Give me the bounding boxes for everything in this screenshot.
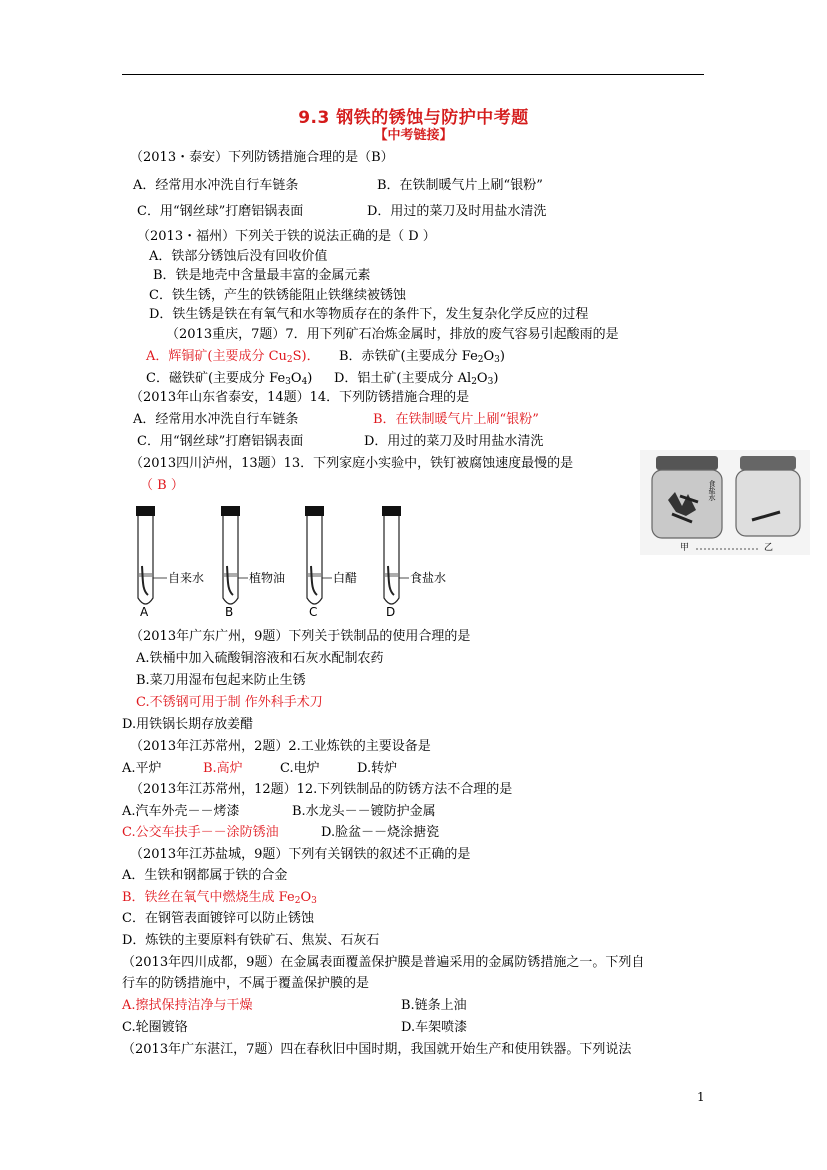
q7-option-d: D.转炉: [357, 761, 398, 776]
jar-left-label: 食盐水: [708, 480, 716, 501]
q6-option-b: B.菜刀用湿布包起来防止生锈: [136, 673, 306, 688]
q9-option-c: C．在钢管表面镀锌可以防止锈蚀: [122, 911, 314, 926]
q9-stem: （2013年江苏盐城，9题）下列有关钢铁的叙述不正确的是: [130, 847, 471, 862]
q8-option-b: B.水龙头－－镀防护金属: [292, 804, 436, 819]
q2-option-b: B．铁是地壳中含量最丰富的金属元素: [153, 268, 371, 283]
q5-stem: （2013四川泸州，13题）13．下列家庭小实验中，铁钉被腐蚀速度最慢的是: [130, 456, 574, 471]
jar-right-caption: 乙: [764, 543, 774, 553]
q8-stem: （2013年江苏常州，12题）12.下列铁制品的防锈方法不合理的是: [130, 782, 513, 797]
tube-b-liquid-label: 植物油: [249, 571, 286, 585]
tube-a-liquid-label: 自来水: [168, 571, 205, 585]
q7-option-c: C.电炉: [280, 761, 320, 776]
q2-option-a: A．铁部分锈蚀后没有回收价值: [149, 249, 328, 264]
tube-c-liquid-label: 白醋: [333, 571, 358, 585]
section-subtitle: 【中考链接】: [374, 128, 453, 143]
q10-option-d: D.车架喷漆: [401, 1020, 468, 1035]
tube-b-letter: B: [225, 605, 234, 619]
q1-option-d: D．用过的菜刀及时用盐水清洗: [367, 204, 547, 219]
q7-stem: （2013年江苏常州，2题）2.工业炼铁的主要设备是: [130, 739, 431, 754]
q1-option-c: C．用“钢丝球”打磨铝锅表面: [137, 204, 304, 219]
page-number: 1: [697, 1090, 705, 1104]
q6-option-c: C.不锈钢可用于制 作外科手术刀: [136, 695, 323, 710]
q6-stem: （2013年广东广州，9题）下列关于铁制品的使用合理的是: [130, 629, 471, 644]
q9-option-a: A．生铁和钢都属于铁的合金: [122, 868, 288, 883]
q8-option-c: C.公交车扶手－－涂防锈油: [122, 825, 279, 840]
q3-option-a: A．辉铜矿(主要成分 $Cu_2S$)．: [146, 349, 320, 365]
tube-d: [382, 506, 446, 619]
q10-stem-line2: 行车的防锈措施中，不属于覆盖保护膜的是: [122, 976, 370, 991]
tube-c-letter: C: [309, 605, 318, 619]
tube-c: [305, 506, 357, 619]
tube-b: [221, 506, 285, 619]
jar-photo: [640, 450, 810, 555]
q2-stem: （2013・福州）下列关于铁的说法正确的是（ D ）: [137, 229, 436, 244]
jar-left: [652, 456, 722, 553]
q2-option-d: D．铁生锈是铁在有氧气和水等物质存在的条件下，发生复杂化学反应的过程: [149, 307, 589, 322]
tube-a: [136, 506, 204, 619]
q10-option-b: B.链条上油: [401, 998, 467, 1013]
q1-option-b: B．在铁制暖气片上刷“银粉”: [377, 178, 543, 193]
q11-stem: （2013年广东湛江，7题）四在春秋旧中国时期，我国就开始生产和使用铁器。下列说法: [122, 1042, 632, 1057]
q10-stem-line1: （2013年四川成都，9题）在金属表面覆盖保护膜是普遍采用的金属防锈措施之一。下列自: [122, 955, 645, 970]
q8-option-d: D.脸盆－－烧涂搪瓷: [321, 825, 440, 840]
q3-option-b: B．赤铁矿(主要成分 $Fe_2O_3$): [339, 349, 505, 365]
q8-option-a: A.汽车外壳－－烤漆: [122, 804, 240, 819]
q4-stem: （2013年山东省泰安，14题）14．下列防锈措施合理的是: [130, 390, 470, 405]
q10-option-c: C.轮圈镀铬: [122, 1020, 188, 1035]
q4-option-b: B．在铁制暖气片上刷“银粉”: [373, 412, 539, 427]
q1-stem: （2013・泰安）下列防锈措施合理的是（B）: [130, 150, 394, 165]
page-title: 9.3 钢铁的锈蚀与防护中考题: [298, 108, 529, 128]
q9-option-d: D．炼铁的主要原料有铁矿石、焦炭、石灰石: [122, 933, 380, 948]
q3-option-d: D．铝土矿(主要成分 $Al_2O_3$): [334, 371, 499, 387]
q9-option-b: B．铁丝在氧气中燃烧生成 $Fe_2O_3$: [122, 890, 317, 906]
tube-d-letter: D: [386, 605, 396, 619]
q1-option-a: A．经常用水冲洗自行车链条: [133, 178, 299, 193]
jar-left-caption: 甲: [680, 543, 690, 553]
q6-option-a: A.铁桶中加入硫酸铜溶液和石灰水配制农药: [136, 651, 384, 666]
q4-option-c: C．用“钢丝球”打磨铝锅表面: [137, 434, 304, 449]
q3-stem: （2013重庆，7题）7．用下列矿石冶炼金属时，排放的废气容易引起酸雨的是: [166, 327, 619, 342]
q10-option-a: A.擦拭保持洁净与干燥: [122, 998, 253, 1013]
test-tube-diagram: [120, 500, 460, 620]
q7-option-b: B.高炉: [203, 761, 243, 776]
tube-a-letter: A: [140, 605, 149, 619]
tube-d-liquid-label: 食盐水: [410, 571, 447, 585]
q2-option-c: C．铁生锈，产生的铁锈能阻止铁继续被锈蚀: [149, 288, 406, 303]
q4-option-d: D．用过的菜刀及时用盐水清洗: [364, 434, 544, 449]
q7-option-a: A.平炉: [122, 761, 162, 776]
q6-option-d: D.用铁锅长期存放姜醋: [122, 717, 254, 732]
q4-option-a: A．经常用水冲洗自行车链条: [133, 412, 299, 427]
header-rule: [122, 74, 704, 75]
q3-option-c: C．磁铁矿(主要成分 $Fe_3O_4$): [146, 371, 313, 387]
q5-answer: （ B ）: [140, 478, 184, 493]
